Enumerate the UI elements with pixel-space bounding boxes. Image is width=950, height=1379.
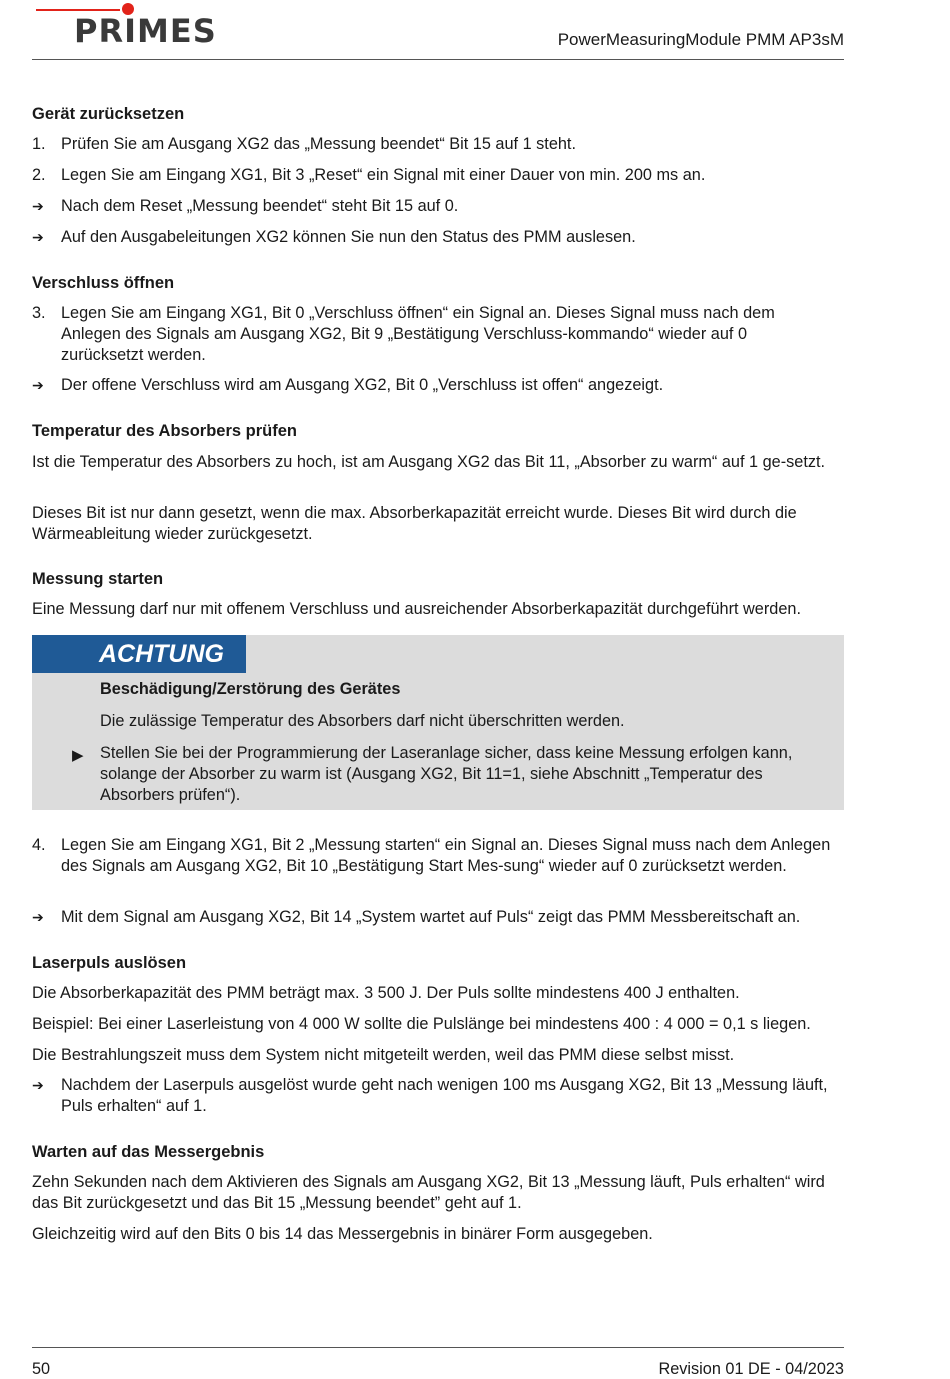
arrow-right-icon: ➔	[32, 1077, 44, 1093]
paragraph: Dieses Bit ist nur dann gesetzt, wenn die max. Absorberkapazität erreicht wurde. Dieses Bit wird durch die Wärmeableitung wieder zurückgesetzt.	[32, 504, 797, 543]
step-text: Prüfen Sie am Ausgang XG2 das „Messung beendet“ Bit 15 auf 1 steht.	[61, 135, 576, 153]
arrow-right-icon: ➔	[32, 909, 44, 925]
logo-text: PRIMES	[74, 12, 217, 50]
page-footer	[32, 1347, 844, 1379]
primes-logo	[36, 0, 236, 50]
paragraph: Eine Messung darf nur mit offenem Verschluss und ausreichender Absorberkapazität durchgeführt werden.	[32, 600, 801, 618]
paragraph: Beispiel: Bei einer Laserleistung von 4 000 W sollte die Pulslänge bei mindestens 400 : 4 000 = 0,1 s liegen.	[32, 1015, 811, 1033]
result-text: Auf den Ausgabeleitungen XG2 können Sie nun den Status des PMM auslesen.	[61, 228, 636, 246]
document-title: PowerMeasuringModule PMM AP3sM	[557, 30, 844, 49]
step-number: 2.	[32, 166, 46, 184]
triangle-right-icon: ▶	[72, 747, 84, 764]
warning-notice	[32, 635, 844, 810]
notice-label: ACHTUNG	[99, 640, 224, 668]
notice-text: Die zulässige Temperatur des Absorbers darf nicht überschritten werden.	[100, 712, 625, 730]
step-text: Legen Sie am Eingang XG1, Bit 3 „Reset“ ein Signal mit einer Dauer von min. 200 ms an.	[61, 166, 706, 184]
arrow-right-icon: ➔	[32, 377, 44, 393]
paragraph: Die Bestrahlungszeit muss dem System nicht mitgeteilt werden, weil das PMM diese selbst misst.	[32, 1046, 735, 1064]
arrow-right-icon: ➔	[32, 198, 44, 214]
result-text: Der offene Verschluss wird am Ausgang XG2, Bit 0 „Verschluss ist offen“ angezeigt.	[61, 376, 664, 394]
result-text: Nach dem Reset „Messung beendet“ steht Bit 15 auf 0.	[61, 197, 459, 215]
notice-action: Stellen Sie bei der Programmierung der Laseranlage sicher, dass keine Messung erfolgen kann, solange der Absorber zu warm ist (Ausgang XG2, Bit 11=1, siehe Abschnitt „Temperatur des Absorbers prüfen“).	[100, 744, 793, 804]
section-title-reset: Gerät zurücksetzen	[32, 105, 185, 123]
section-title-result: Warten auf das Messergebnis	[32, 1143, 265, 1161]
section-title-shutter: Verschluss öffnen	[32, 274, 175, 292]
page-number: 50	[32, 1360, 51, 1378]
revision-info: Revision 01 DE - 04/2023	[658, 1360, 844, 1378]
result-text: Nachdem der Laserpuls ausgelöst wurde geht nach wenigen 100 ms Ausgang XG2, Bit 13 „Messung läuft, Puls erhalten“ auf 1.	[61, 1076, 828, 1115]
page-header	[32, 0, 844, 60]
paragraph: Die Absorberkapazität des PMM beträgt max. 3 500 J. Der Puls sollte mindestens 400 J enthalten.	[32, 984, 740, 1002]
paragraph: Gleichzeitig wird auf den Bits 0 bis 14 das Messergebnis in binärer Form ausgegeben.	[32, 1225, 653, 1243]
section-title-start: Messung starten	[32, 570, 164, 588]
section-title-pulse: Laserpuls auslösen	[32, 954, 187, 972]
step-number: 4.	[32, 836, 46, 854]
notice-heading: Beschädigung/Zerstörung des Gerätes	[100, 680, 401, 698]
paragraph: Ist die Temperatur des Absorbers zu hoch, ist am Ausgang XG2 das Bit 11, „Absorber zu warm“ auf 1 ge-setzt.	[32, 453, 826, 471]
step-number: 1.	[32, 135, 46, 153]
logo-accent-line	[36, 9, 120, 11]
step-number: 3.	[32, 304, 46, 322]
result-text: Mit dem Signal am Ausgang XG2, Bit 14 „System wartet auf Puls“ zeigt das PMM Messbereitschaft an.	[61, 908, 801, 926]
paragraph: Zehn Sekunden nach dem Aktivieren des Signals am Ausgang XG2, Bit 13 „Messung läuft, Puls erhalten“ wird das Bit zurückgesetzt und das Bit 15 „Messung beendet” geht auf 1.	[32, 1173, 825, 1212]
notice-label-tab	[32, 635, 246, 673]
arrow-right-icon: ➔	[32, 229, 44, 245]
step-text: Legen Sie am Eingang XG1, Bit 2 „Messung starten“ ein Signal an. Dieses Signal muss nach dem Anlegen des Signals am Ausgang XG2, Bit 10 „Bestätigung Start Mes-sung“ wieder auf 0 zurücksetzt werden.	[61, 836, 831, 875]
section-title-temperature: Temperatur des Absorbers prüfen	[32, 422, 297, 440]
step-text: Legen Sie am Eingang XG1, Bit 0 „Verschluss öffnen“ ein Signal an. Dieses Signal muss nach dem Anlegen des Signals am Ausgang XG2, Bit 9 „Bestätigung Verschluss-kommando“ wieder auf 0 zurücksetzt werden.	[61, 304, 775, 364]
